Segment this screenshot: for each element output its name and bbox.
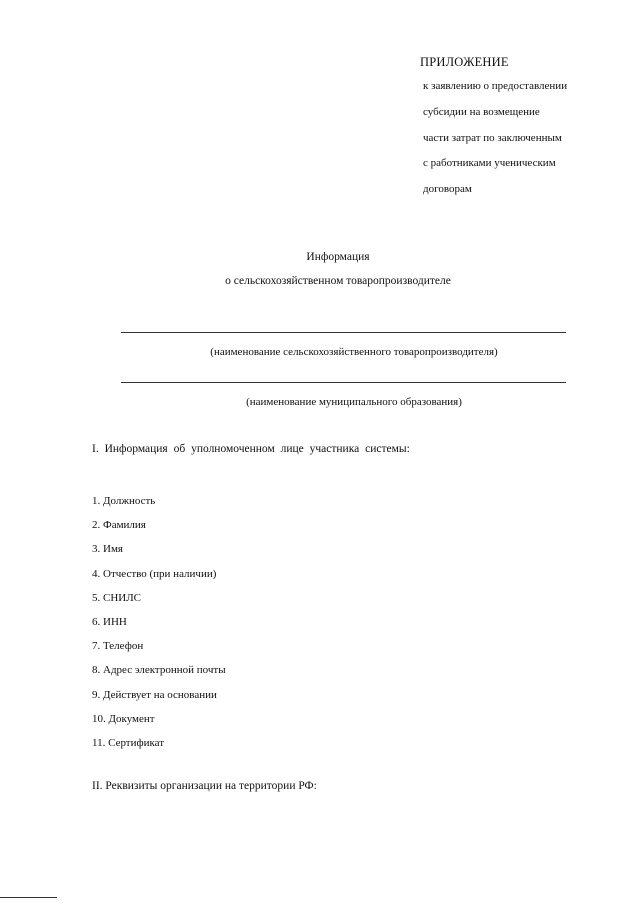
municipality-caption: (наименование муниципального образования) bbox=[246, 396, 462, 408]
appendix-line: части затрат по заключенным bbox=[423, 131, 562, 144]
appendix-line: с работниками ученическим bbox=[423, 157, 556, 170]
field-email: 8. Адрес электронной почты bbox=[92, 664, 226, 677]
field-surname: 2. Фамилия bbox=[92, 519, 146, 532]
appendix-title: ПРИЛОЖЕНИЕ bbox=[420, 55, 509, 69]
field-phone: 7. Телефон bbox=[92, 640, 144, 653]
section-2-heading: II. Реквизиты организации на территории РФ: bbox=[92, 780, 317, 792]
field-first-name: 3. Имя bbox=[92, 543, 123, 556]
municipality-blank-line bbox=[121, 382, 566, 383]
field-patronymic: 4. Отчество (при наличии) bbox=[92, 567, 217, 580]
appendix-reference bbox=[423, 74, 567, 203]
section-1-heading: I. Информация об уполномоченном лице участника системы: bbox=[92, 443, 410, 455]
producer-name-blank-line bbox=[121, 332, 566, 333]
field-acts-on-basis: 9. Действует на основании bbox=[92, 688, 217, 701]
footnote-separator bbox=[0, 897, 57, 898]
document-title: Информация bbox=[306, 251, 370, 263]
document-subtitle: о сельскохозяйственном товаропроизводителе bbox=[225, 275, 451, 287]
field-certificate: 11. Сертификат bbox=[92, 737, 165, 750]
appendix-line: договорам bbox=[423, 183, 472, 196]
field-position: 1. Должность bbox=[92, 495, 156, 507]
field-document: 10. Документ bbox=[92, 712, 155, 725]
appendix-line: к заявлению о предоставлении bbox=[423, 80, 568, 92]
authorized-person-field-list bbox=[92, 489, 226, 755]
field-inn: 6. ИНН bbox=[92, 616, 127, 629]
producer-name-caption: (наименование сельскохозяйственного товаропроизводителя) bbox=[210, 346, 498, 358]
appendix-line: субсидии на возмещение bbox=[423, 105, 540, 118]
field-snils: 5. СНИЛС bbox=[92, 591, 142, 604]
